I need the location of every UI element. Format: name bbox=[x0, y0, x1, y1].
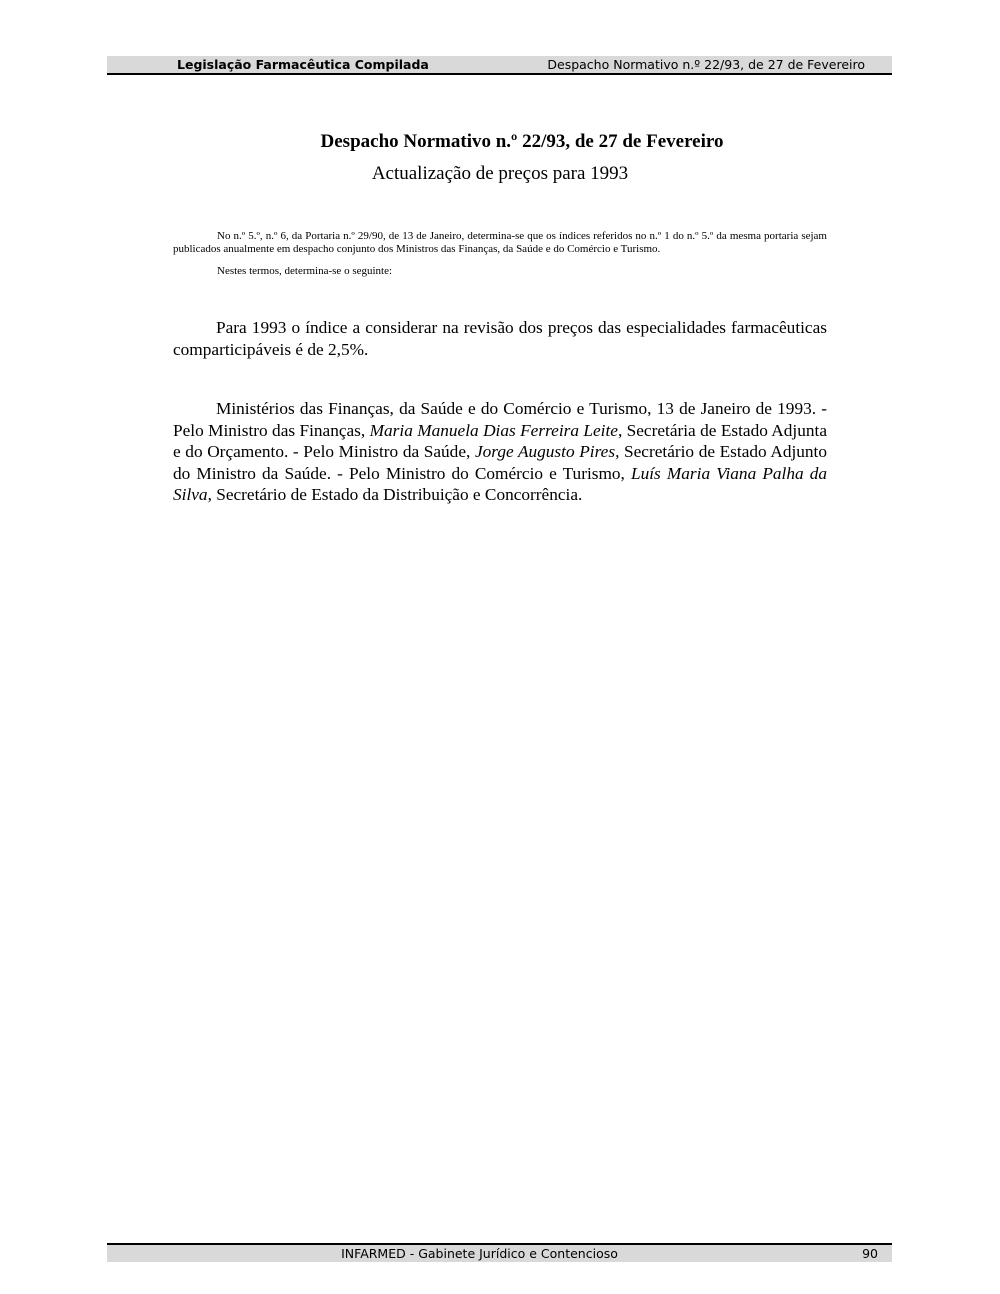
page-number: 90 bbox=[862, 1246, 878, 1261]
header-document-reference: Despacho Normativo n.º 22/93, de 27 de Fevereiro bbox=[547, 57, 865, 72]
footer-organization: INFARMED - Gabinete Jurídico e Contencioso bbox=[341, 1246, 618, 1261]
header-publication-title: Legislação Farmacêutica Compilada bbox=[177, 57, 429, 72]
signatures-text-4: , Secretário de Estado da Distribuição e Concorrência. bbox=[207, 485, 583, 504]
signatory-name-2: Jorge Augusto Pires, bbox=[474, 442, 620, 461]
page-header bbox=[107, 56, 892, 75]
signatory-name-1: Maria Manuela Dias Ferreira Leite bbox=[369, 420, 618, 440]
signatures-text-1: Ministérios das Finanças, da Saúde e do Comércio e Turismo, 13 de Janeiro de 1993. - Pelo Ministro das Finanças, bbox=[173, 399, 827, 440]
signatures-text-3: Secretário de Estado Adjunto do Ministro da Saúde. - Pelo Ministro do Comércio e Turismo, bbox=[173, 442, 827, 483]
signatory-name-3: Luís Maria Viana Palha da Silva bbox=[173, 463, 827, 504]
document-title: Despacho Normativo n.º 22/93, de 27 de Fevereiro bbox=[320, 131, 724, 152]
document-subtitle: Actualização de preços para 1993 bbox=[371, 163, 629, 184]
main-paragraph: Para 1993 o índice a considerar na revisão dos preços das especialidades farmacêuticas comparticipáveis é de 2,5%. bbox=[173, 318, 827, 359]
page-footer bbox=[107, 1243, 892, 1262]
intro-determination: Nestes termos, determina-se o seguinte: bbox=[217, 265, 393, 277]
signatures-paragraph bbox=[173, 398, 827, 506]
intro-paragraph: No n.º 5.º, n.º 6, da Portaria n.º 29/90, de 13 de Janeiro, determina-se que os índices referidos no n.º 1 do n.º 5.º da mesma portaria sejam publicados anualmente em despacho conjunto dos Ministros das Finanças, da Saúde e do Comércio e Turismo. bbox=[173, 230, 827, 255]
signatures-text-2: , Secretária de Estado Adjunta e do Orçamento. - Pelo Ministro da Saúde, bbox=[173, 420, 827, 461]
